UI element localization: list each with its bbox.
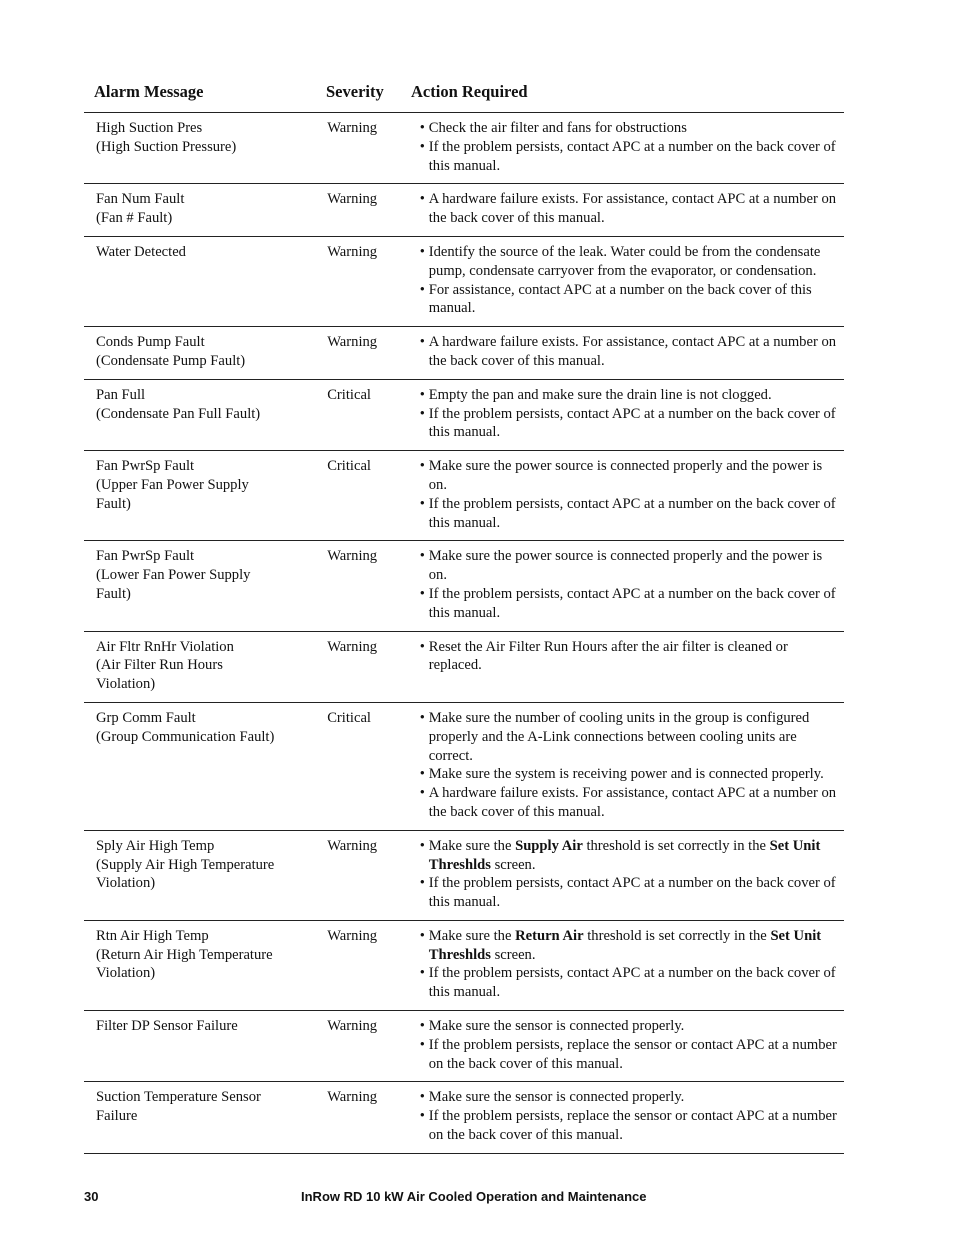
severity-cell: Critical [327, 458, 371, 475]
page-number: 30 [84, 1189, 99, 1204]
action-required-cell [407, 1088, 844, 1144]
alarm-message-cell [84, 837, 304, 912]
action-bullet [420, 927, 844, 965]
alarm-message-line: (Condensate Pan Full Fault) [96, 405, 261, 422]
action-text: screen. [490, 946, 536, 963]
alarm-message-cell [84, 927, 304, 1002]
action-text: A hardware failure exists. For assistance, contact APC at a number on the back cover of this manual. [428, 191, 837, 227]
document-title: InRow RD 10 kW Air Cooled Operation and Maintenance [301, 1189, 647, 1204]
alarm-message-line: (High Suction Pressure) [96, 138, 237, 155]
severity-cell: Warning [327, 638, 378, 655]
action-emphasis-text: Set Unit Threshlds [428, 837, 821, 873]
alarm-message-line: High Suction Pres [96, 120, 203, 136]
table-row [84, 184, 844, 237]
action-bullet [420, 281, 844, 319]
action-bullet [420, 765, 844, 784]
action-bullet [420, 138, 844, 176]
table-row [84, 451, 844, 541]
action-text: If the problem persists, replace the sensor or contact APC at a number on the back cover of this manual. [428, 1108, 837, 1144]
alarm-message-line: Grp Comm Fault [96, 709, 196, 726]
severity-cell: Warning [327, 1018, 378, 1035]
action-text: Empty the pan and make sure the drain line is not clogged. [428, 386, 772, 403]
action-bullet [420, 1036, 844, 1074]
severity-cell: Warning [327, 1089, 378, 1106]
table-row [84, 327, 844, 380]
alarm-message-line: Conds Pump Fault [96, 334, 205, 351]
alarm-message-cell [84, 547, 304, 622]
action-required-cell [407, 190, 844, 228]
action-required-cell [407, 119, 844, 175]
action-bullet [420, 709, 844, 765]
alarm-message-line: (Air Filter Run Hours [96, 657, 223, 674]
action-text: Make sure the sensor is connected properly. [428, 1018, 685, 1035]
severity-cell: Warning [327, 191, 378, 208]
action-required-cell [407, 927, 844, 1002]
table-row [84, 1082, 844, 1153]
alarm-message-line: Suction Temperature Sensor [96, 1089, 261, 1106]
table-row [84, 541, 844, 631]
alarm-message-line: Violation) [96, 965, 156, 982]
action-text: Reset the Air Filter Run Hours after the air filter is cleaned or replaced. [428, 638, 788, 674]
action-emphasis-text: Return Air [515, 927, 584, 944]
alarm-message-cell [84, 190, 304, 228]
action-bullet [420, 457, 844, 495]
alarm-message-line: (Return Air High Temperature [96, 946, 273, 963]
severity-cell: Warning [327, 837, 378, 854]
action-bullet [420, 333, 844, 371]
action-text: If the problem persists, contact APC at a number on the back cover of this manual. [428, 495, 836, 531]
alarm-message-line: Fan Num Fault [96, 191, 185, 208]
alarm-message-line: (Condensate Pump Fault) [96, 352, 246, 369]
alarm-message-cell [84, 333, 304, 371]
header-action-required: Action Required [411, 82, 528, 101]
action-text: If the problem persists, contact APC at a number on the back cover of this manual. [428, 875, 836, 911]
action-required-cell [407, 638, 844, 694]
action-bullet [420, 964, 844, 1002]
action-text: If the problem persists, replace the sensor or contact APC at a number on the back cover of this manual. [428, 1036, 837, 1072]
alarm-message-line: Failure [96, 1108, 138, 1125]
alarm-message-line: (Lower Fan Power Supply [96, 567, 251, 584]
alarm-message-line: Fan PwrSp Fault [96, 548, 195, 565]
table-row [84, 237, 844, 327]
table-header [84, 78, 844, 113]
alarm-message-line: Sply Air High Temp [96, 837, 215, 854]
alarm-table [84, 78, 844, 1154]
action-bullet [420, 190, 844, 228]
alarm-message-line: Fault) [96, 495, 131, 512]
action-required-cell [407, 386, 844, 442]
alarm-message-cell [84, 386, 304, 442]
alarm-message-line: Fault) [96, 585, 131, 602]
severity-cell: Warning [327, 927, 378, 944]
alarm-message-line: (Supply Air High Temperature [96, 856, 275, 873]
alarm-message-line: Violation) [96, 875, 156, 892]
action-text: Identify the source of the leak. Water could be from the condensate pump, condensate carryover from the evaporator, or condensation. [428, 243, 821, 279]
action-bullet [420, 495, 844, 533]
alarm-message-cell [84, 119, 304, 175]
alarm-message-line: (Fan # Fault) [96, 210, 173, 227]
header-alarm-message: Alarm Message [94, 82, 204, 101]
action-text: A hardware failure exists. For assistance, contact APC at a number on the back cover of this manual. [428, 785, 837, 820]
alarm-message-line: Filter DP Sensor Failure [96, 1018, 238, 1035]
alarm-message-line: (Upper Fan Power Supply [96, 476, 249, 493]
action-bullet [420, 405, 844, 443]
table-row [84, 380, 844, 451]
action-text: If the problem persists, contact APC at a number on the back cover of this manual. [428, 405, 836, 441]
action-bullet [420, 874, 844, 912]
action-emphasis-text: Supply Air [515, 837, 583, 854]
alarm-message-cell [84, 1017, 304, 1073]
header-severity: Severity [326, 82, 384, 101]
action-text: Make sure the number of cooling units in the group is configured properly and the A-Link connections between cooling units are correct. [428, 709, 810, 764]
table-row [84, 1011, 844, 1082]
action-text: For assistance, contact APC at a number on the back cover of this manual. [428, 281, 812, 317]
alarm-message-line: Violation) [96, 676, 156, 693]
action-text: Check the air filter and fans for obstructions [428, 120, 687, 136]
table-row [84, 831, 844, 921]
action-bullet [420, 837, 844, 875]
alarm-message-cell [84, 457, 304, 532]
alarm-message-cell [84, 638, 304, 694]
action-bullet [420, 1088, 844, 1107]
action-bullet [420, 386, 844, 405]
alarm-message-line: (Group Communication Fault) [96, 728, 275, 745]
alarm-message-line: Air Fltr RnHr Violation [96, 638, 234, 655]
action-bullet [420, 243, 844, 281]
action-text: If the problem persists, contact APC at a number on the back cover of this manual. [428, 965, 836, 1001]
action-text: A hardware failure exists. For assistance, contact APC at a number on the back cover of this manual. [428, 334, 837, 369]
alarm-message-cell [84, 1088, 304, 1144]
alarm-message-line: Rtn Air High Temp [96, 927, 209, 944]
table-body [84, 113, 844, 1154]
action-text: Make sure the power source is connected properly and the power is on. [428, 458, 823, 493]
severity-cell: Warning [327, 334, 378, 351]
table-row [84, 632, 844, 703]
alarm-message-line: Fan PwrSp Fault [96, 458, 195, 475]
action-required-cell [407, 837, 844, 912]
action-required-cell [407, 709, 844, 822]
action-text: Make sure the system is receiving power and is connected properly. [428, 766, 824, 783]
action-text: Make sure the [428, 927, 516, 944]
table-row [84, 113, 844, 184]
action-bullet [420, 1017, 844, 1036]
action-required-cell [407, 457, 844, 532]
alarm-message-line: Water Detected [96, 243, 186, 260]
alarm-message-line: Pan Full [96, 386, 146, 403]
action-bullet [420, 784, 844, 822]
action-text: If the problem persists, contact APC at a number on the back cover of this manual. [428, 585, 836, 621]
action-required-cell [407, 547, 844, 622]
action-required-cell [407, 1017, 844, 1073]
action-required-cell [407, 243, 844, 318]
severity-cell: Warning [327, 548, 378, 565]
alarm-message-cell [84, 709, 304, 822]
action-text: Make sure the [428, 837, 516, 854]
action-emphasis-text: Set Unit Threshlds [428, 927, 822, 963]
action-bullet [420, 547, 844, 585]
action-text: Make sure the power source is connected properly and the power is on. [428, 548, 823, 584]
action-bullet [420, 638, 844, 676]
action-text: If the problem persists, contact APC at a number on the back cover of this manual. [428, 138, 836, 174]
action-text: Make sure the sensor is connected properly. [428, 1089, 685, 1106]
action-bullet [420, 585, 844, 623]
action-text: screen. [490, 856, 536, 873]
severity-cell: Warning [327, 120, 378, 136]
severity-cell: Critical [327, 709, 371, 726]
severity-cell: Critical [327, 386, 371, 403]
alarm-message-cell [84, 243, 304, 318]
action-required-cell [407, 333, 844, 371]
table-row [84, 921, 844, 1011]
action-text: threshold is set correctly in the [582, 837, 770, 854]
action-text: threshold is set correctly in the [583, 927, 771, 944]
table-row [84, 703, 844, 831]
action-bullet [420, 119, 844, 138]
action-bullet [420, 1107, 844, 1145]
severity-cell: Warning [327, 243, 378, 260]
